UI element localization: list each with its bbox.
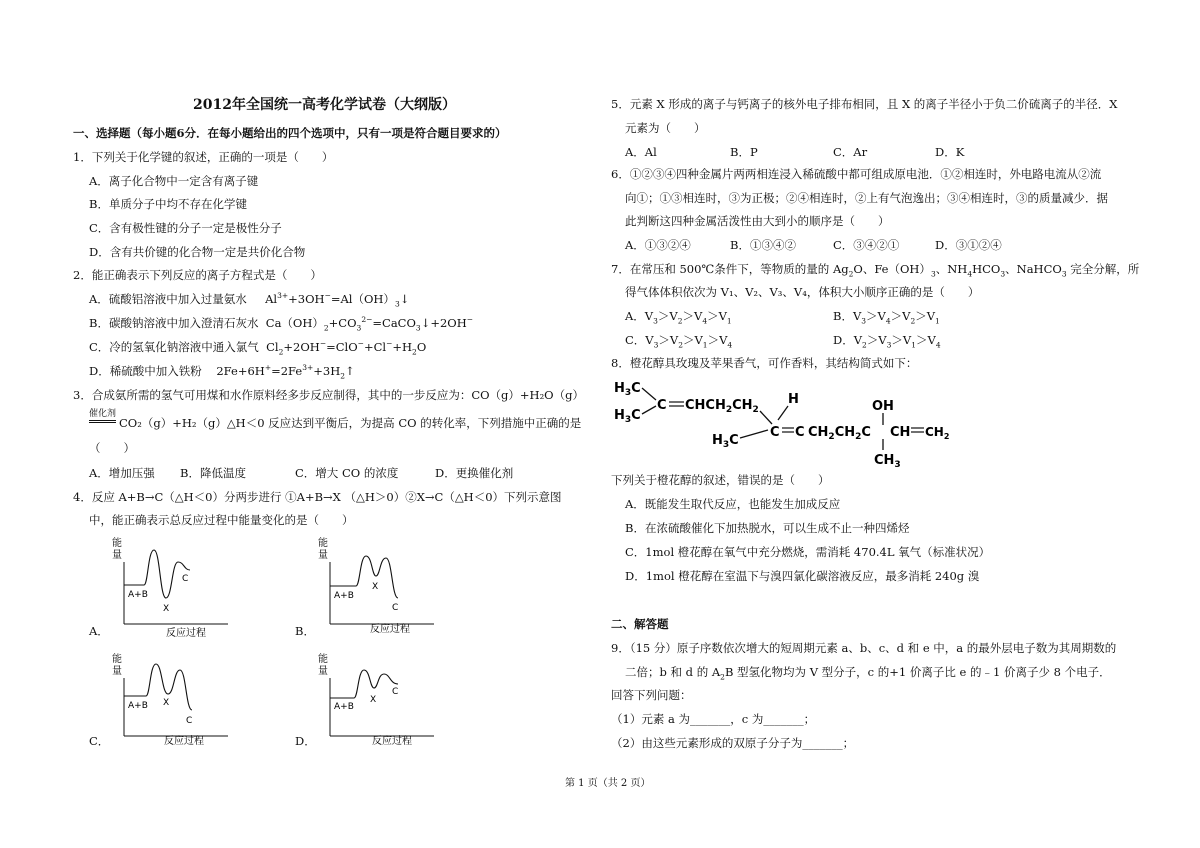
axis-label-process: 反应过程 [372, 736, 412, 747]
q7-option-b: B．$V_3>V_4>V_2>V_1$ [833, 309, 940, 326]
q2-option-c: C．冷的氢氧化钠溶液中通入氯气 $Cl_2+2OH^-=ClO^-+Cl^-+H_2O$ [89, 339, 427, 357]
level-label-c: C [392, 687, 399, 697]
axis-label-energy-1: 能 [318, 538, 328, 549]
q6-option-c: C．③④②① [833, 238, 900, 252]
q1-option-d: D．含有共价键的化合物一定是共价化合物 [89, 245, 306, 259]
q6-option-d: D．③①②④ [935, 238, 1002, 252]
axis-label-process: 反应过程 [164, 736, 204, 747]
energy-diagram-b [306, 532, 446, 638]
q9-part-2: （2）由这些元素形成的双原子分子为_______； [611, 736, 855, 750]
q6-option-a: A．①③②④ [625, 238, 691, 252]
level-label-ab: A+B [334, 702, 354, 712]
q2-stem: 2．能正确表示下列反应的离子方程式是（ ） [73, 268, 322, 282]
q2-option-a: A．硫酸铝溶液中加入过量氨水 $Al^{3+}+3OH^-=Al(OH)_3↓$ [89, 291, 410, 309]
level-label-x: X [163, 698, 170, 708]
q3-option-b: B．降低温度 [180, 466, 246, 480]
level-label-x: X [370, 695, 377, 705]
q3-stem-line3: （ ） [89, 441, 135, 455]
level-label-x: X [163, 604, 170, 614]
axis-label-process: 反应过程 [166, 628, 206, 639]
q8-option-c: C．1mol 橙花醇在氧气中充分燃烧，需消耗 470.4L 氧气（标准状况） [625, 545, 991, 559]
svg-text:H3C: $H_3C$ [712, 433, 739, 450]
axis-label-energy-2: 量 [112, 550, 122, 561]
energy-diagram-a [100, 532, 240, 638]
axis-label-energy-1: 能 [112, 654, 122, 665]
q3-stem-line2: CO₂（g）+H₂（g）△H＜0 反应达到平衡后，为提高 CO 的转化率，下列措施中正确的是 [119, 416, 582, 430]
q9-stem-line2: 二倍；b 和 d 的 $A_2B$ 型氢化物均为 V 型分子，c 的+1 价离子比 e 的﹣1 价离子少 8 个电子． [625, 665, 1111, 682]
q8-option-b: B．在浓硫酸催化下加热脱水，可以生成不止一种四烯烃 [625, 521, 910, 535]
svg-text:H3C: $H_3C$ [614, 408, 641, 425]
svg-text:CH2CH2C: $CH_2CH_2C$ [808, 425, 871, 442]
svg-text:CHCH2CH2: $CHCH_2CH_2$ [685, 398, 759, 415]
q7-option-d: D．$V_2>V_3>V_1>V_4$ [833, 333, 941, 350]
level-label-c: C [186, 716, 193, 726]
q3-option-a: A．增加压强 [89, 466, 155, 480]
q3-option-c: C．增大 CO 的浓度 [295, 466, 399, 480]
q9-stem-line3: 回答下列问题： [611, 688, 692, 702]
page-footer: 第 1 页（共 2 页） [565, 778, 651, 789]
q7-stem-line2: 得气体体积依次为 V₁、V₂、V₃、V₄，体积大小顺序正确的是（ ） [625, 285, 980, 299]
axis-label-energy-2: 量 [318, 666, 328, 677]
svg-text:H: H [788, 392, 799, 407]
svg-text:C: C [795, 425, 805, 440]
q3-stem: 3．合成氨所需的氢气可用煤和水作原料经多步反应制得，其中的一步反应为：CO（g）+H₂O（g） [73, 388, 584, 402]
q6-stem-line3: 此判断这四种金属活泼性由大到小的顺序是（ ） [625, 214, 890, 228]
q1-option-a: A．离子化合物中一定含有离子键 [89, 174, 259, 188]
energy-diagram-c [100, 648, 240, 748]
q9-stem: 9．（15 分）原子序数依次增大的短周期元素 a、b、c、d 和 e 中，a 的最外层电子数为其周期数的 [611, 641, 1117, 655]
q8-stem: 8．橙花醇具玫瑰及苹果香气，可作香料，其结构简式如下： [611, 356, 918, 370]
page-title: 2012年全国统一高考化学试卷（大纲版） [193, 97, 456, 113]
q4-option-d-label: D． [295, 734, 316, 748]
q9-part-1: （1）元素 a 为_______，c 为_______； [611, 712, 816, 726]
q3-option-d: D．更换催化剂 [435, 466, 514, 480]
q4-option-c-label: C． [89, 734, 110, 748]
svg-text:H3C: $H_3C$ [614, 381, 641, 398]
q7-stem: 7．在常压和 500℃条件下，等物质的量的 $Ag_2O$、$Fe(OH)_3$、$NH_4HCO_3$、NaHCO$_3$ 完全分解，所 [611, 262, 1140, 279]
q2-option-d: D．稀硫酸中加入铁粉 $2Fe+6H^+=2Fe^{3+}+3H_2↑$ [89, 363, 355, 381]
q4-stem: 4．反应 A+B→C（△H＜0）分两步进行 ①A+B→X （△H＞0）②X→C（△H＜0）下列示意图 [73, 490, 562, 504]
level-label-ab: A+B [128, 590, 148, 600]
q6-stem-line2: 向①；①③相连时，③为正极；②④相连时，②上有气泡逸出；③④相连时，③的质量减少．据 [625, 191, 1108, 205]
q6-option-b: B．①③④② [730, 238, 796, 252]
axis-label-energy-2: 量 [112, 666, 122, 677]
q7-option-c: C．$V_3>V_2>V_1>V_4$ [625, 333, 733, 350]
axis-label-energy-1: 能 [112, 538, 122, 549]
axis-label-energy-2: 量 [318, 550, 328, 561]
level-label-ab: A+B [128, 701, 148, 711]
energy-diagram-d [306, 648, 446, 748]
q7-option-a: A．$V_3>V_2>V_4>V_1$ [625, 309, 732, 326]
q5-option-a: A．Al [625, 145, 657, 159]
q5-stem-line2: 元素为（ ） [625, 121, 706, 135]
q3-catalyst-arrow: 催化剂 [89, 409, 116, 423]
q4-stem-line2: 中，能正确表示总反应过程中能量变化的是（ ） [89, 513, 354, 527]
q5-stem: 5．元素 X 形成的离子与钙离子的核外电子排布相同，且 X 的离子半径小于负二价硫离子的半径．X [611, 97, 1118, 111]
q1-option-b: B．单质分子中均不存在化学键 [89, 197, 247, 211]
level-label-c: C [392, 603, 399, 613]
q8-option-d: D．1mol 橙花醇在室温下与溴四氯化碳溶液反应，最多消耗 240g 溴 [625, 569, 980, 583]
q5-option-c: C．Ar [833, 145, 868, 159]
q8-question: 下列关于橙花醇的叙述，错误的是（ ） [611, 473, 830, 487]
q5-option-d: D．K [935, 145, 965, 159]
svg-text:CH3: $CH_3$ [874, 453, 901, 470]
q5-option-b: B．P [730, 145, 758, 159]
axis-label-process: 反应过程 [370, 624, 410, 635]
svg-text:C: C [770, 425, 780, 440]
svg-text:C: C [657, 398, 667, 413]
q4-option-b-label: B． [295, 624, 315, 638]
level-label-ab: A+B [334, 591, 354, 601]
svg-text:CH: CH [890, 425, 911, 440]
q8-option-a: A．既能发生取代反应，也能发生加成反应 [625, 497, 841, 511]
section-answer-heading: 二、解答题 [611, 617, 669, 631]
level-label-x: X [372, 582, 379, 592]
q6-stem: 6．①②③④四种金属片两两相连浸入稀硫酸中都可组成原电池．①②相连时，外电路电流从②流 [611, 167, 1102, 181]
section-choice-heading: 一、选择题（每小题6分．在每小题给出的四个选项中，只有一项是符合题目要求的） [73, 126, 507, 140]
q4-option-a-label: A． [89, 624, 109, 638]
level-label-c: C [182, 574, 189, 584]
q1-option-c: C．含有极性键的分子一定是极性分子 [89, 221, 282, 235]
q2-option-b: B．碳酸钠溶液中加入澄清石灰水 $Ca(OH)_2+CO_3^{2-}=CaCO_3↓+2OH^-$ [89, 315, 474, 333]
svg-text:OH: OH [872, 399, 894, 414]
svg-text:CH2: $CH_2$ [925, 425, 950, 441]
linalool-structure-formula [612, 376, 950, 470]
axis-label-energy-1: 能 [318, 654, 328, 665]
q1-stem: 1．下列关于化学键的叙述，正确的一项是（ ） [73, 150, 334, 164]
